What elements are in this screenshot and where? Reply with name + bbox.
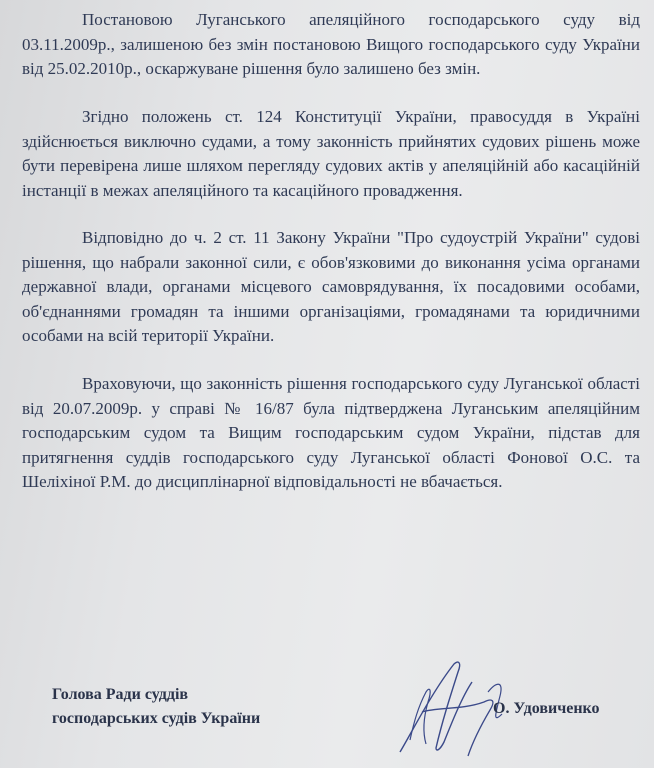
paragraph-4-text: Враховуючи, що законність рішення господарського суду Луганської області від 20.07.2009р. у справі № 16/87 була підтверджена Луганським апеляційним господарським судом та Вищим господарським судом України, підстав для притягнення суддів господарського суду Луганської області Фонової О.С. та Шеліхіної Р.М. до дисциплінарної відповідальності не вбачається. xyxy=(22,374,640,492)
paragraph-4 xyxy=(22,372,640,495)
paragraph-1 xyxy=(22,8,640,82)
paragraph-3 xyxy=(22,226,640,349)
signatory-title-line1: Голова Ради суддів xyxy=(52,686,189,703)
paragraph-2-text: Згідно положень ст. 124 Конституції України, правосуддя в Україні здійснюється виключно судами, а тому законність прийнятих судових рішень може бути перевірена лише шляхом перегляду судових актів у апеляційній або касаційній інстанції в межах апеляційного та касаційного провадження. xyxy=(22,107,640,200)
paragraph-2 xyxy=(22,105,640,203)
signatory-title xyxy=(52,683,260,731)
signatory-name: О. Удовиченко xyxy=(493,700,600,717)
signatory-title-line2: господарських судів України xyxy=(52,710,261,727)
paragraph-1-text: Постановою Луганського апеляційного господарського суду від 03.11.2009р., залишеною без змін постановою Вищого господарського суду України від 25.02.2010р., оскаржуване рішення було залишено без змін. xyxy=(22,10,640,79)
paragraph-3-text: Відповідно до ч. 2 ст. 11 Закону України "Про судоустрій України" судові рішення, що набрали законної сили, є обов'язковими до виконання усіма органами державної влади, органами місцевого самоврядування, їх посадовими особами, об'єднаннями громадян та іншими організаціями, громадянами та юридичними особами на всій території України. xyxy=(22,228,640,346)
